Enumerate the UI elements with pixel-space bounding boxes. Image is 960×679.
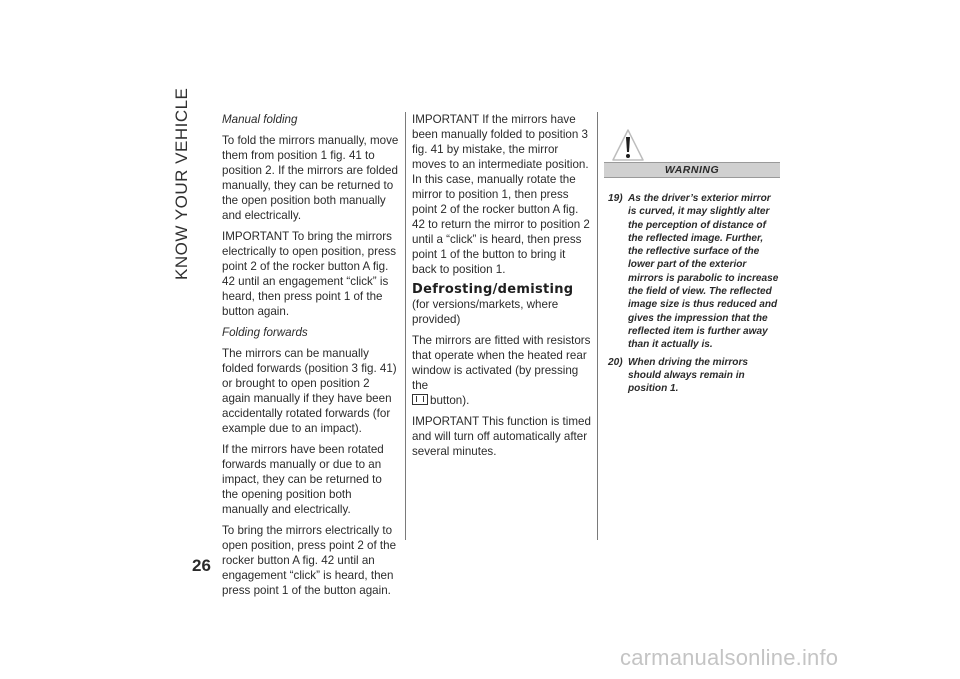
paragraph-text: The mirrors are fitted with resistors that operate when the heated rear window is activated (by pressing the xyxy=(412,334,591,392)
text-column-2 xyxy=(412,112,592,465)
paragraph: IMPORTANT This function is timed and will turn off automatically after several minutes. xyxy=(412,415,591,458)
section-title xyxy=(166,87,206,280)
paragraph: The mirrors can be manually folded forwards (position 3 fig. 41) or brought to open position 2 again manually if they have been accidentally rotated forwards (for example due to an impact). xyxy=(222,347,397,435)
watermark: carmanualsonline.info xyxy=(620,645,839,670)
warning-list xyxy=(608,192,780,399)
subheading-folding-forwards: Folding forwards xyxy=(222,326,308,339)
section-title-text: KNOW YOUR VEHICLE xyxy=(172,87,191,280)
warning-item-number: 20) xyxy=(608,356,623,368)
heated-rear-window-icon xyxy=(412,394,428,405)
text-column-1 xyxy=(222,112,400,604)
warning-item xyxy=(608,356,780,396)
warning-triangle-icon xyxy=(611,127,645,163)
paragraph: IMPORTANT To bring the mirrors electrically to open position, press point 2 of the rocker button A fig. 42 until an engagement “click” is heard, then press point 1 of the button again. xyxy=(222,230,396,318)
paragraph: To fold the mirrors manually, move them from position 1 fig. 41 to position 2. If the mirrors are folded manually, they can be returned to the open position both manually and electrically. xyxy=(222,134,399,222)
warning-item-number: 19) xyxy=(608,193,623,204)
column-divider xyxy=(597,112,598,540)
column-divider xyxy=(405,112,406,540)
warning-label: WARNING xyxy=(604,162,780,178)
paragraph-heated-mirrors xyxy=(412,333,592,408)
paragraph-availability: (for versions/markets, where provided) xyxy=(412,298,559,326)
paragraph: IMPORTANT If the mirrors have been manually folded to position 3 fig. 41 by mistake, the mirror moves to an intermediate position. In this case, manually rotate the mirror to position 1, then press point 2 of the rocker button A fig. 42 to return the mirror to position 2 until a “click” is heard, then press point 1 of the button to bring it back to position 1. xyxy=(412,113,590,276)
warning-item-text: As the driver’s exterior mirror is curved, it may slightly alter the perception of distance of the reflected image. Further, the reflective surface of the lower part of the exterior mirrors is parabolic to increase the field of view. The reflected image size is thus reduced and gives the impression that the reflected item is further away than it actually is. xyxy=(628,193,779,351)
subheading-manual-folding: Manual folding xyxy=(222,113,298,126)
warning-item-text: When driving the mirrors should always remain in position 1. xyxy=(628,356,749,395)
heading-defrosting-demisting: Defrosting/demisting xyxy=(412,282,574,297)
paragraph: To bring the mirrors electrically to open position, press point 2 of the rocker button A fig. 42 until an engagement “click” is heard, then press point 1 of the button again. xyxy=(222,524,397,597)
paragraph: If the mirrors have been rotated forwards manually or due to an impact, they can be returned to the opening position both manually and electrically. xyxy=(222,443,384,516)
warning-item xyxy=(608,192,780,352)
page-number: 26 xyxy=(192,556,211,575)
paragraph-text: button). xyxy=(430,394,470,407)
